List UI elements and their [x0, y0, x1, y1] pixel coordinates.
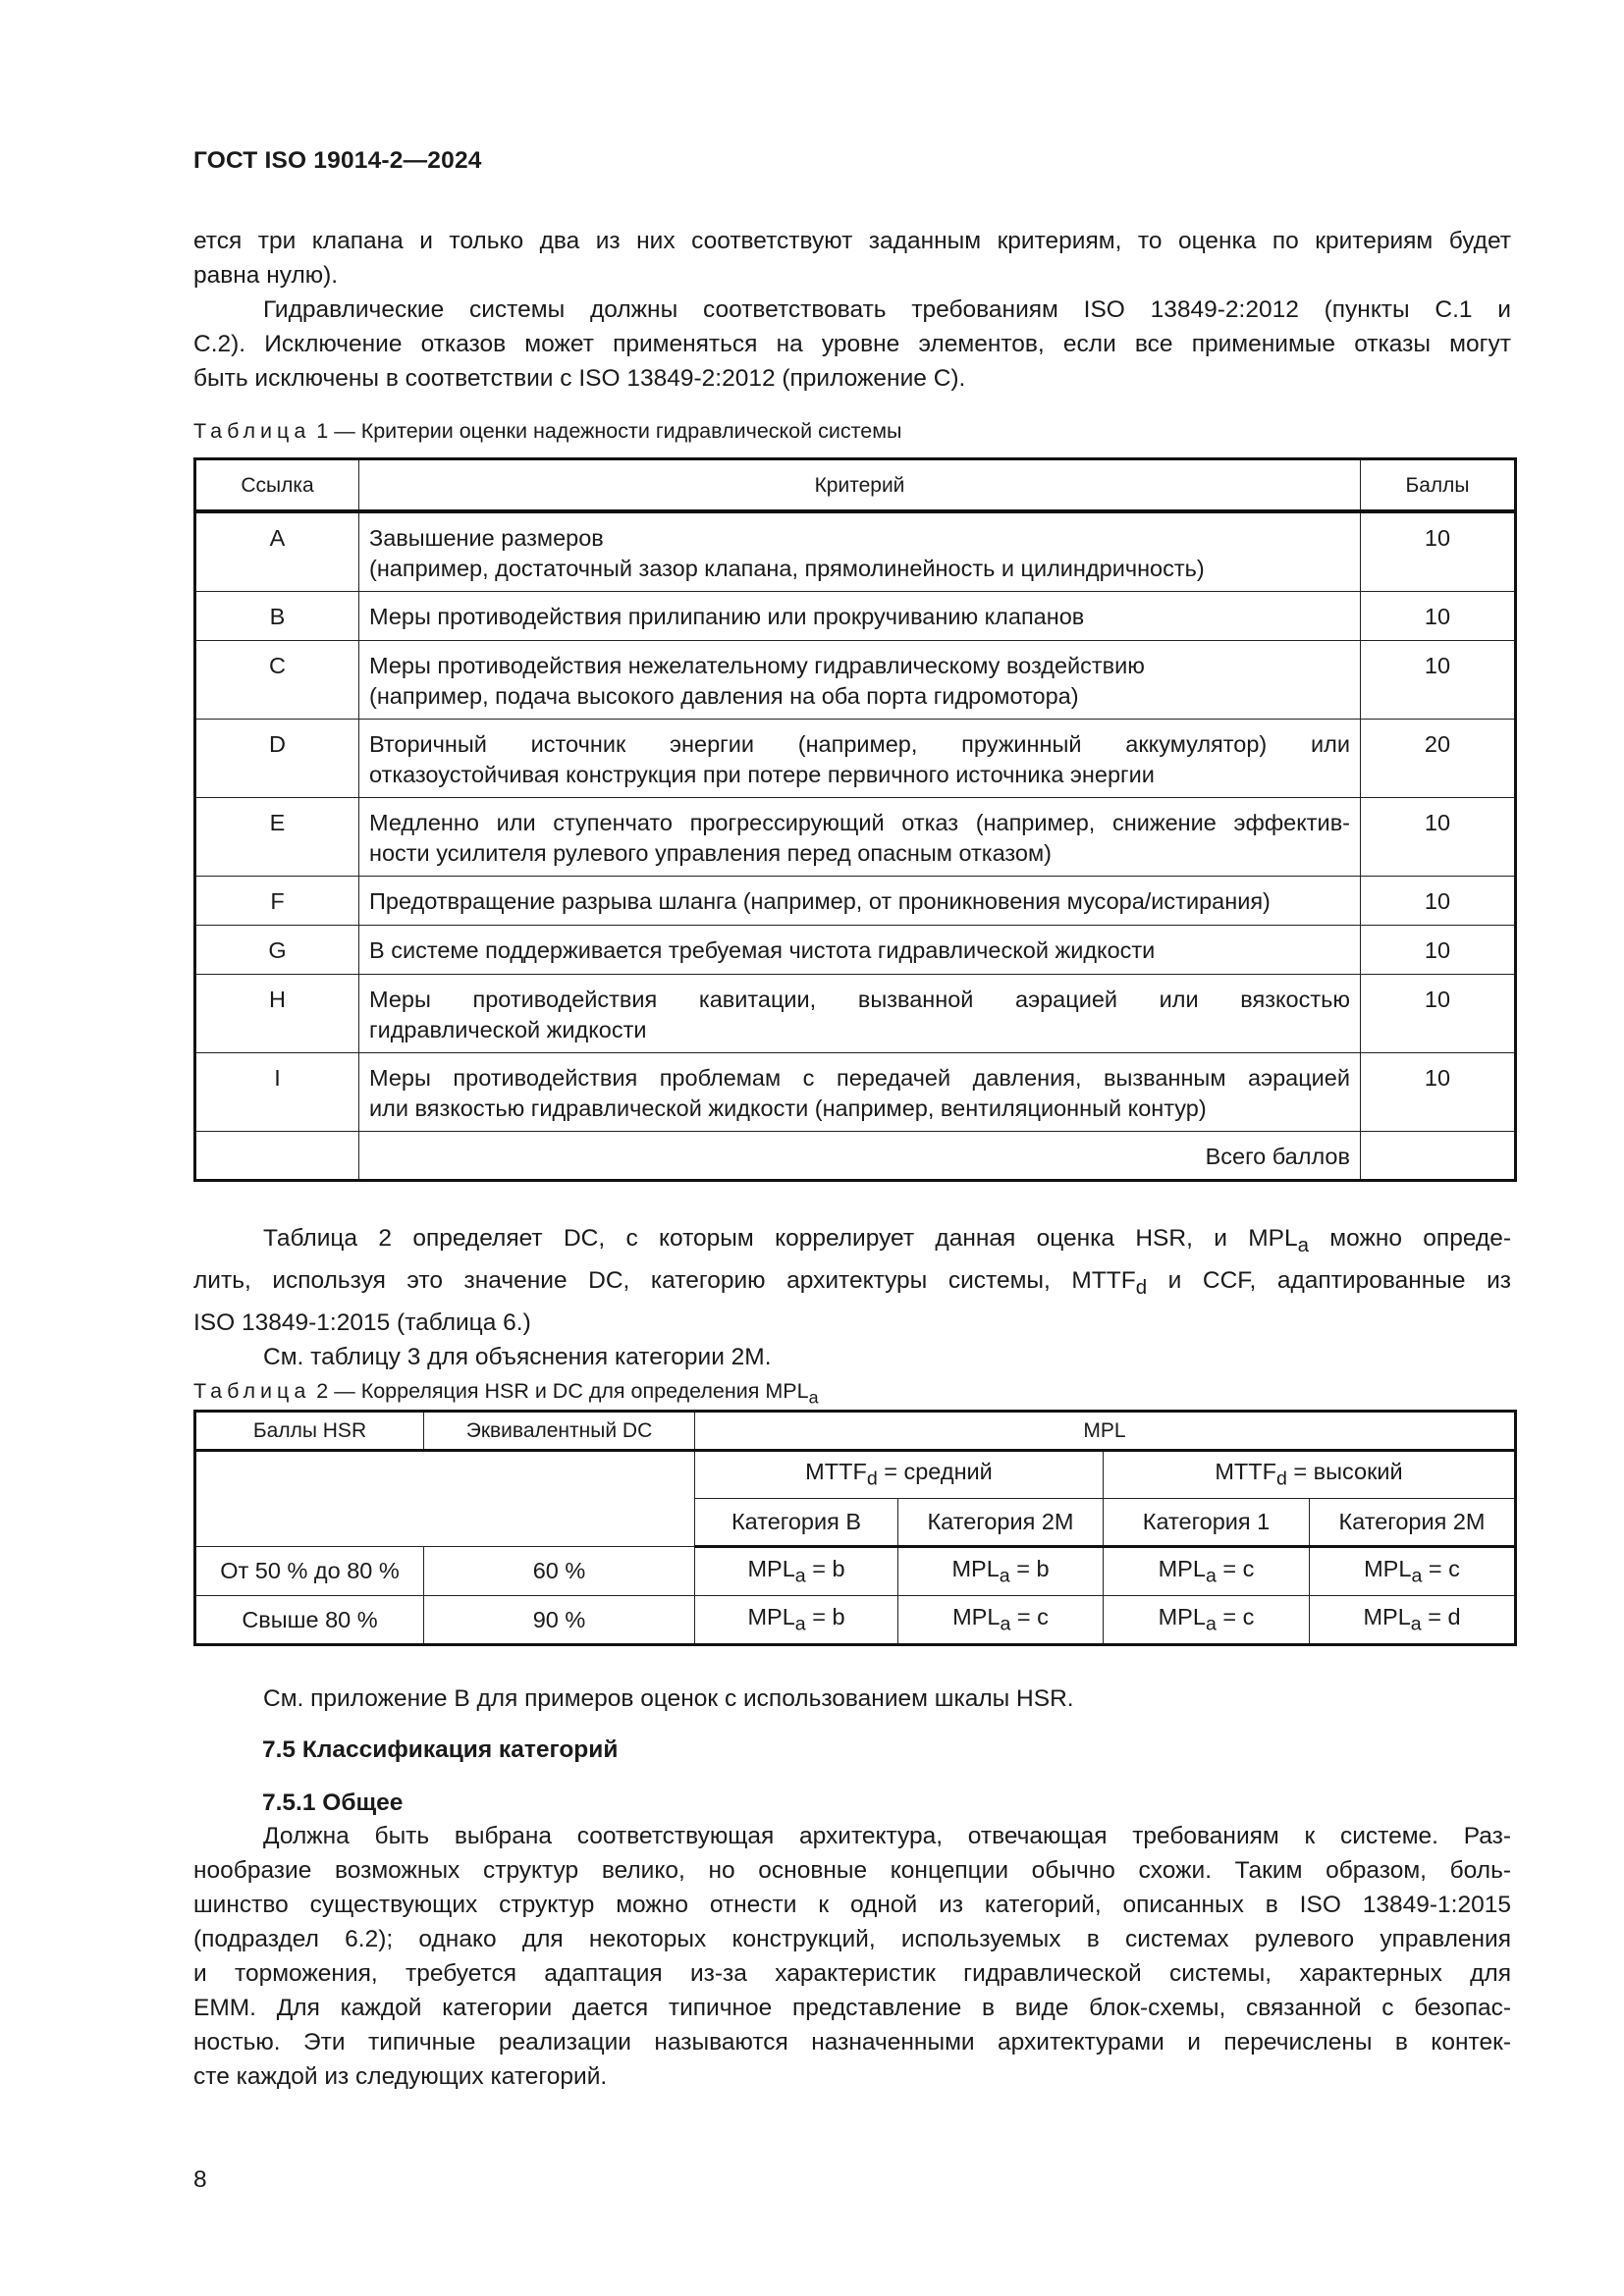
row-ref: I: [195, 1052, 359, 1131]
row-points: 10: [1361, 925, 1516, 974]
criterion-line: ности усилителя рулевого управления перед опасным отказом): [369, 839, 1052, 866]
subscript: a: [794, 1613, 806, 1635]
caption-text: 1 — Критерии оценки надежности гидравлической системы: [310, 419, 902, 443]
mpl-value: c: [1242, 1603, 1255, 1629]
mttf-medium-header: [695, 1451, 1104, 1499]
subscript: a: [1205, 1613, 1217, 1635]
row-criterion: [359, 591, 1361, 640]
row-hsr: Свыше 80 %: [195, 1596, 424, 1645]
row-criterion: [359, 925, 1361, 974]
row-points: 10: [1361, 640, 1516, 719]
annex-reference: См. приложение B для примеров оценок с использованием шкалы HSR.: [263, 1685, 1074, 1712]
row-points: 10: [1361, 876, 1516, 925]
text-span: MPL: [1363, 1603, 1411, 1629]
text-line: шинство существующих структур можно отнести к одной из категорий, описанных в ISO 13849-1:2015: [193, 1892, 1511, 1918]
table1-caption: [193, 414, 1511, 449]
text-span: лить, используя это значение DC, категорию архитектуры системы, MTTF: [193, 1266, 1136, 1294]
mpl-value: c: [1448, 1555, 1460, 1581]
subscript: a: [1000, 1613, 1011, 1635]
header-mpl: MPL: [695, 1412, 1516, 1451]
text-span: = средний: [877, 1459, 993, 1485]
table-row: [195, 974, 1516, 1052]
subscript: a: [808, 1387, 819, 1408]
row-points: 10: [1361, 591, 1516, 640]
row-points: 10: [1361, 974, 1516, 1052]
subscript: a: [999, 1565, 1010, 1587]
table-header-row: [195, 1412, 1516, 1451]
row-points: 10: [1361, 797, 1516, 876]
text-span: MPL: [747, 1603, 795, 1629]
text-line: См. таблицу 3 для объяснения категории 2M.: [263, 1343, 772, 1370]
text-line: C.2). Исключение отказов может применяться на уровне элементов, если все применимые отказы могут: [193, 331, 1511, 357]
criterion-line: (например, достаточный зазор клапана, прямолинейность и цилиндричность): [369, 556, 1205, 581]
text-span: MPL: [1158, 1603, 1206, 1629]
text-line: и торможения, требуется адаптация из-за характеристик гидравлической системы, характерных для: [193, 1960, 1511, 1987]
criterion-line: отказоустойчивая конструкция при потере первичного источника энергии: [369, 761, 1155, 787]
paragraph-table2-intro: [193, 1221, 1511, 1374]
row-criterion: [359, 719, 1361, 797]
row-criterion: [359, 511, 1361, 591]
text-span: =: [805, 1555, 833, 1581]
text-line: быть исключены в соответствии с ISO 13849-2:2012 (приложение C).: [193, 365, 966, 392]
criterion-line: В системе поддерживается требуемая чистота гидравлической жидкости: [369, 936, 1156, 963]
header-points: Баллы: [1361, 459, 1516, 512]
text-line: нообразие возможных структур велико, но основные концепции обычно схожи. Таким образом, боль-: [193, 1857, 1511, 1884]
text-line: EMM. Для каждой категории дается типичное представление в виде блок-схемы, связанной с безопас-: [193, 1995, 1511, 2021]
row-points: 20: [1361, 719, 1516, 797]
mpl-cell: [1310, 1596, 1516, 1645]
mpl-value: b: [832, 1603, 845, 1629]
caption-word: Таблица: [193, 1379, 311, 1403]
table-header-row: [195, 459, 1516, 512]
text-span: MPL: [951, 1555, 1000, 1581]
text-span: =: [1010, 1603, 1038, 1629]
criterion-line: гидравлической жидкости: [369, 1016, 647, 1042]
mpl-cell: [1310, 1547, 1516, 1596]
text-line: (подраздел 6.2); однако для некоторых конструкций, используемых в системах рулевого управления: [193, 1926, 1511, 1952]
total-value: [1361, 1131, 1516, 1180]
text-span: MPL: [747, 1555, 795, 1581]
row-hsr: От 50 % до 80 %: [195, 1547, 424, 1596]
mpl-cell: [695, 1596, 898, 1645]
row-ref: E: [195, 797, 359, 876]
criterion-line: Вторичный источник энергии (например, пружинный аккумулятор) или: [369, 730, 1350, 757]
subscript: a: [1205, 1565, 1217, 1587]
subscript: a: [1411, 1565, 1423, 1587]
mpl-cell: [1104, 1596, 1310, 1645]
criterion-line: Меры противодействия проблемам с передачей давления, вызванным аэрацией: [369, 1064, 1350, 1091]
criteria-table: [193, 457, 1517, 1182]
category-header: Категория 2M: [898, 1499, 1104, 1547]
mttf-high-header: [1104, 1451, 1516, 1499]
row-criterion: [359, 1052, 1361, 1131]
text-line: Должна быть выбрана соответствующая архитектура, отвечающая требованиям к системе. Раз-: [263, 1823, 1511, 1849]
category-header: Категория 2M: [1310, 1499, 1516, 1547]
category-header: Категория B: [695, 1499, 898, 1547]
text-line: сте каждой из следующих категорий.: [193, 2063, 608, 2090]
row-points: 10: [1361, 511, 1516, 591]
text-line: ISO 13849-1:2015 (таблица 6.): [193, 1308, 531, 1336]
text-line: ется три клапана и только два из них соответствуют заданным критериям, то оценка по критериям будет: [193, 228, 1511, 254]
text-line: Гидравлические системы должны соответствовать требованиям ISO 13849-2:2012 (пункты C.1 и: [263, 296, 1511, 323]
text-span: Таблица 2 определяет DC, с которым коррелирует данная оценка HSR, и MPL: [263, 1225, 1298, 1252]
table-row: [195, 640, 1516, 719]
text-line: [193, 1221, 1511, 1263]
section-heading-7-5: 7.5 Классификация категорий: [262, 1736, 619, 1763]
criterion-line: Медленно или ступенчато прогрессирующий отказ (например, снижение эффектив-: [369, 809, 1350, 835]
criterion-line: Меры противодействия прилипанию или прокручиванию клапанов: [369, 603, 1085, 629]
mpl-value: b: [1036, 1555, 1050, 1581]
table-row: [195, 1596, 1516, 1645]
section-heading-7-5-1: 7.5.1 Общее: [262, 1789, 404, 1816]
header-criterion: Критерий: [359, 459, 1361, 512]
table-row: [195, 797, 1516, 876]
row-ref: D: [195, 719, 359, 797]
criterion-line: Меры противодействия кавитации, вызванной аэрацией или вязкостью: [369, 986, 1350, 1012]
text-span: MPL: [1364, 1555, 1412, 1581]
category-header: Категория 1: [1104, 1499, 1310, 1547]
row-criterion: [359, 797, 1361, 876]
row-points: 10: [1361, 1052, 1516, 1131]
table-row: [195, 1547, 1516, 1596]
total-empty-cell: [195, 1131, 359, 1180]
row-dc: 60 %: [424, 1547, 695, 1596]
text-span: MPL: [1158, 1555, 1206, 1581]
total-label: Всего баллов: [359, 1131, 1361, 1180]
subscript: a: [794, 1565, 806, 1587]
table-row: [195, 876, 1516, 925]
mpl-cell: [898, 1547, 1104, 1596]
mpl-value: c: [1037, 1603, 1049, 1629]
criterion-line: Предотвращение разрыва шланга (например, от проникновения мусора/истирания): [369, 887, 1271, 914]
row-criterion: [359, 876, 1361, 925]
mpl-value: c: [1242, 1555, 1255, 1581]
intro-paragraph: [193, 224, 1511, 396]
header-dc: Эквивалентный DC: [424, 1412, 695, 1451]
row-dc: 90 %: [424, 1596, 695, 1645]
subscript: a: [1410, 1613, 1422, 1635]
row-ref: C: [195, 640, 359, 719]
text-span: =: [1421, 1603, 1448, 1629]
page-number: 8: [193, 2166, 207, 2193]
subscript: d: [866, 1468, 878, 1490]
mpl-cell: [695, 1547, 898, 1596]
document-header: ГОСТ ISO 19014-2—2024: [193, 147, 482, 174]
table-header-row: [195, 1451, 1516, 1499]
correlation-table: [193, 1410, 1517, 1646]
header-hsr: Баллы HSR: [195, 1412, 424, 1451]
text-span: можно опреде-: [1308, 1225, 1511, 1252]
text-span: MPL: [952, 1603, 1001, 1629]
caption-text: 2 — Корреляция HSR и DC для определения MPL: [310, 1379, 809, 1403]
mpl-value: d: [1447, 1603, 1461, 1629]
row-ref: G: [195, 925, 359, 974]
text-line: ностью. Эти типичные реализации называются назначенными архитектурами и перечислены в контек-: [193, 2029, 1511, 2056]
table-row: [195, 511, 1516, 591]
subscript: d: [1135, 1276, 1148, 1299]
text-line: [193, 1263, 1511, 1306]
general-paragraph: [193, 1819, 1511, 2094]
criterion-line: Завышение размеров: [369, 525, 604, 551]
row-ref: B: [195, 591, 359, 640]
text-line: равна нулю).: [193, 262, 339, 289]
text-span: =: [1422, 1555, 1449, 1581]
caption-word: Таблица: [193, 419, 311, 443]
subscript: d: [1275, 1468, 1287, 1490]
row-ref: F: [195, 876, 359, 925]
row-ref: H: [195, 974, 359, 1052]
row-criterion: [359, 974, 1361, 1052]
row-criterion: [359, 640, 1361, 719]
criterion-line: или вязкостью гидравлической жидкости (например, вентиляционный контур): [369, 1095, 1207, 1121]
table-row: [195, 719, 1516, 797]
text-span: MTTF: [1215, 1459, 1276, 1485]
text-span: =: [805, 1603, 833, 1629]
empty-header-cell: [195, 1451, 695, 1547]
text-span: =: [1216, 1603, 1243, 1629]
row-ref: A: [195, 511, 359, 591]
table-total-row: [195, 1131, 1516, 1180]
header-ref: Ссылка: [195, 459, 359, 512]
criterion-line: Меры противодействия нежелательному гидравлическому воздействию: [369, 652, 1145, 678]
mpl-cell: [898, 1596, 1104, 1645]
table-row: [195, 591, 1516, 640]
text-span: MTTF: [805, 1459, 867, 1485]
criterion-line: (например, подача высокого давления на оба порта гидромотора): [369, 682, 1079, 709]
text-span: =: [1216, 1555, 1243, 1581]
mpl-cell: [1104, 1547, 1310, 1596]
mpl-value: b: [832, 1555, 845, 1581]
text-span: =: [1009, 1555, 1037, 1581]
table-row: [195, 925, 1516, 974]
subscript: a: [1297, 1234, 1309, 1256]
table-row: [195, 1052, 1516, 1131]
text-span: и CCF, адаптированные из: [1147, 1266, 1511, 1294]
text-span: = высокий: [1286, 1459, 1403, 1485]
